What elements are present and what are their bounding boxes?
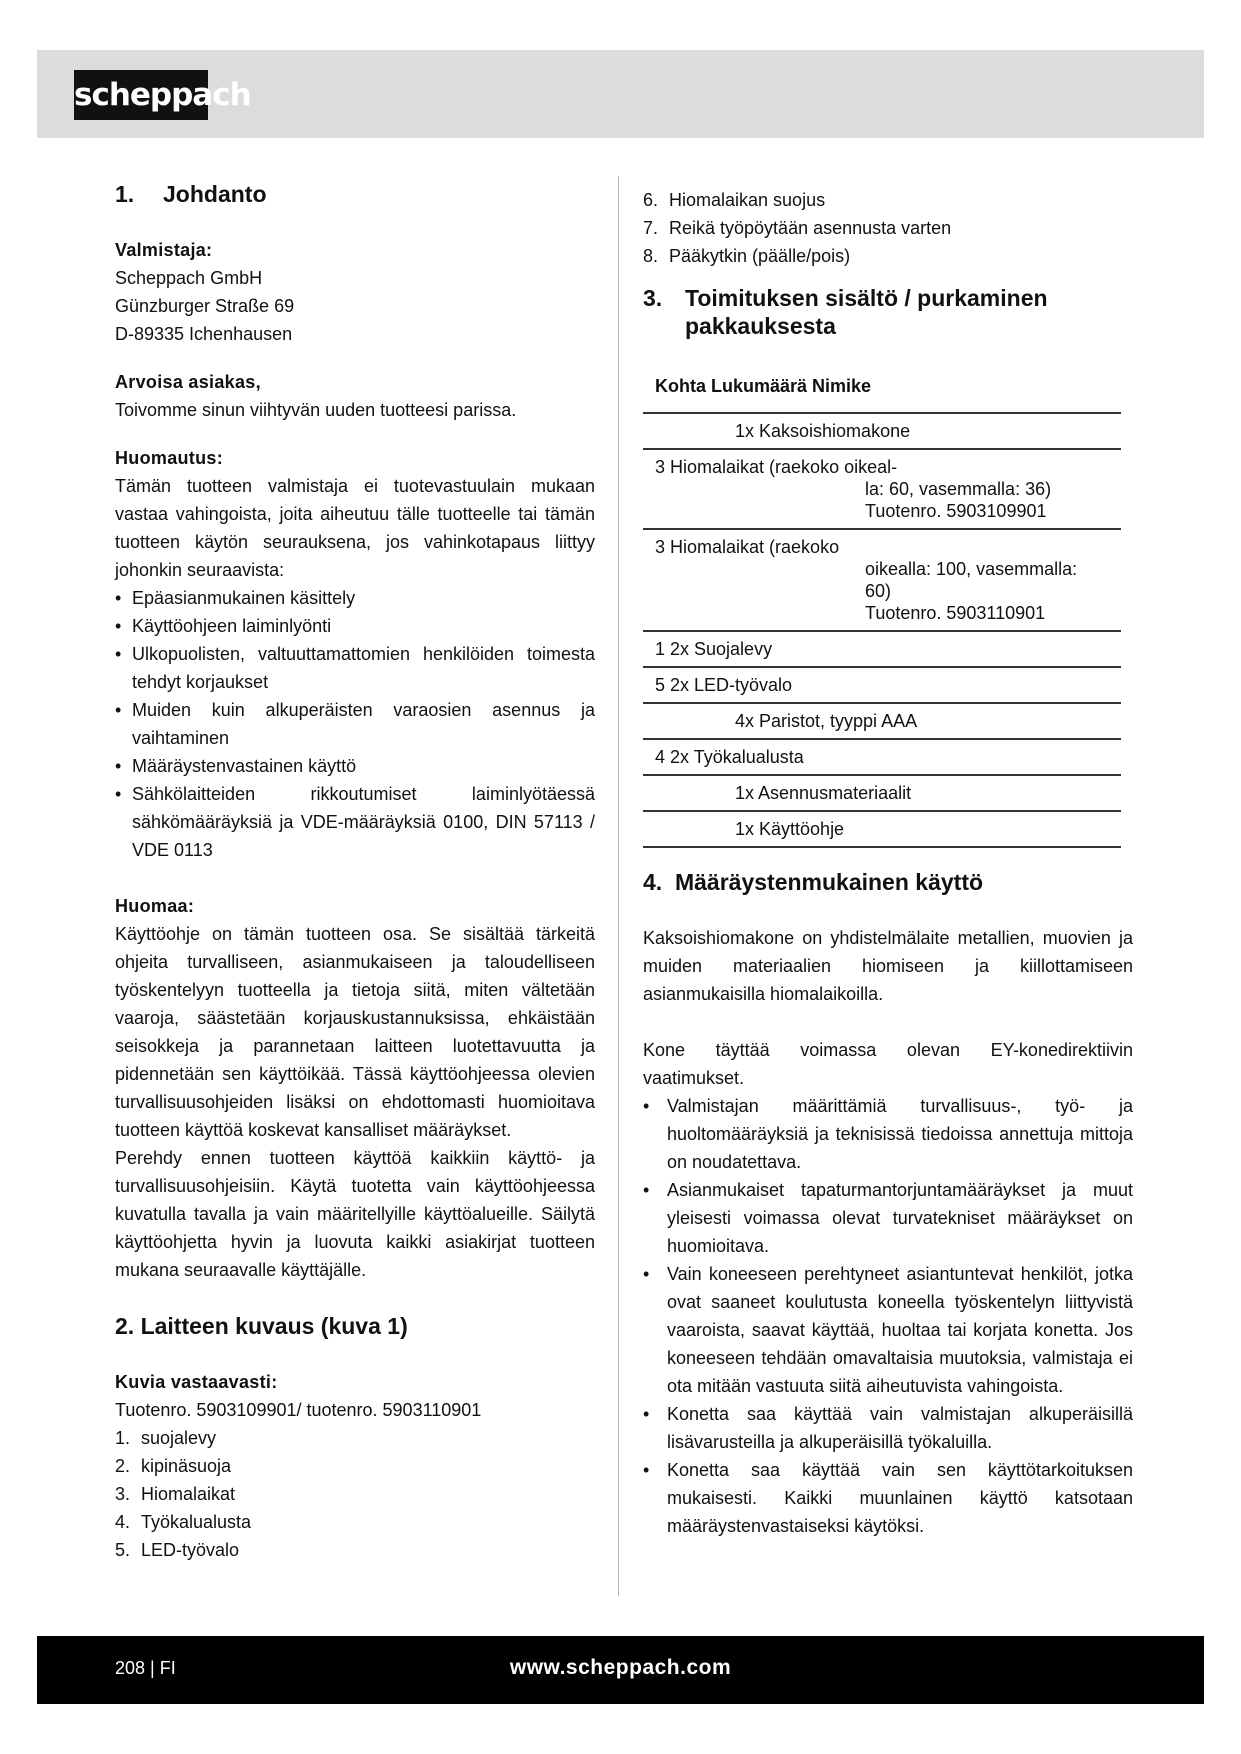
note-text: Käyttöohje on tämän tuotteen osa. Se sisältää tärkeitä ohjeita turvalliseen, asianmukaiseen ja taloudelliseen työskentelyyn tuotteella ja tietoja siitä, miten vältetään vaaroja, säästetään korjauskustannuksissa, ehkäistään seisokkeja ja parannetaan laitteen luotettavuutta ja pidennetään sen käyttöikää. Tässä käyttöohjeessa olevien turvallisuusohjeiden lisäksi on ehdottomasti huomioitava tuotteen käyttöä koskevat kansalliset määräykset. [115,924,595,1140]
delivery-table [643,368,1121,848]
left-column [115,180,595,1564]
list-item: • Muiden kuin alkuperäisten varaosien asennus ja vaihtaminen [115,696,595,752]
right-column [643,186,1133,1540]
list-item: • Epäasianmukainen käsittely [115,584,595,612]
parts-list [115,1424,595,1564]
manufacturer-line: D-89335 Ichenhausen [115,324,293,344]
table-row: 3 Hiomalaikat (raekoko oikealla: 100, vasemmalla: 60) Tuotenro. 5903110901 [643,528,1121,630]
list-item: • Konetta saa käyttää vain sen käyttötarkoituksen mukaisesti. Kaikki muunlainen käyttö katsotaan määräystenvastaiseksi käytöksi. [643,1456,1133,1540]
list-item: 2. kipinäsuoja [115,1456,232,1476]
figure-ref-label: Kuvia vastaavasti: [115,1372,278,1392]
list-item: 7. Reikä työpöytään asennusta varten [643,218,952,238]
list-item: • Sähkölaitteiden rikkoutumiset laiminlyötäessä sähkömääräyksiä ja VDE-määräyksiä 0100, DIN 57113 / VDE 0113 [115,780,595,864]
list-item: • Ulkopuolisten, valtuuttamattomien henkilöiden toimesta tehdyt korjaukset [115,640,595,696]
manufacturer-line: Scheppach GmbH [115,268,263,288]
table-row: 1 2x Suojalevy [643,630,1121,666]
list-item: 3. Hiomalaikat [115,1484,236,1504]
list-item: • Vain koneeseen perehtyneet asiantuntevat henkilöt, jotka ovat saaneet koulutusta koneella työskentelyn liittyvistä vaaroista, saavat käyttää, huoltaa tai korjata konetta. Jos koneeseen tehdään omavaltaisia muutoksia, valmistaja ei ota mitään vastuuta siitä aiheutuvista vahingoista. [643,1260,1133,1400]
section-3-heading: 3. Toimituksen sisältö / purkaminen pakkauksesta [643,285,1048,339]
table-row: 3 Hiomalaikat (raekoko oikeal- la: 60, vasemmalla: 36) Tuotenro. 5903109901 [643,448,1121,528]
list-item: • Konetta saa käyttää vain valmistajan alkuperäisillä lisävarusteilla ja alkuperäisillä työkaluilla. [643,1400,1133,1456]
notice-label: Huomautus: [115,448,223,468]
product-numbers: Tuotenro. 5903109901/ tuotenro. 5903110901 [115,1400,482,1420]
notice-text: Tämän tuotteen valmistaja ei tuotevastuulain mukaan vastaa vahingoista, joita aiheutuu tälle tuotteelle tai tämän tuotteen käytön seurauksena, jos vahinkotapaus liittyy johonkin seuraavista: [115,476,595,580]
table-row: 1x Kaksoishiomakone [643,412,1121,448]
table-row: 1x Asennusmateriaalit [643,774,1121,810]
parts-list-continued [643,186,1133,270]
list-item: • Määräystenvastainen käyttö [115,752,595,780]
footer [37,1636,1204,1704]
directive-text: Kone täyttää voimassa olevan EY-konedirektiivin vaatimukset. [643,1040,1133,1088]
note-text: Perehdy ennen tuotteen käyttöä kaikkiin käyttö- ja turvallisuusohjeisiin. Käytä tuotetta vain käyttöohjeessa kuvatulla tavalla ja vain määritellyille käyttöalueille. Säilytä käyttöohjetta hyvin ja luovuta kaikki asiakirjat tuotteen mukana seuraavalle käyttäjälle. [115,1148,595,1280]
list-item: • Asianmukaiset tapaturmantorjuntamääräykset ja muut yleisesti voimassa olevat turvatekniset määräykset on huomioitava. [643,1176,1133,1260]
table-header: Kohta Lukumäärä Nimike [655,376,872,396]
list-item: • Käyttöohjeen laiminlyönti [115,612,595,640]
list-item: 8. Pääkytkin (päälle/pois) [643,246,851,266]
table-row: 4x Paristot, tyyppi AAA [643,702,1121,738]
manufacturer-label: Valmistaja: [115,240,213,260]
usage-rules-list [643,1092,1133,1540]
website-link[interactable]: www.scheppach.com [509,1656,732,1679]
note-label: Huomaa: [115,896,195,916]
section-2-heading: 2. Laitteen kuvaus (kuva 1) [115,1313,408,1339]
table-row: 5 2x LED-työvalo [643,666,1121,702]
list-item: 6. Hiomalaikan suojus [643,190,826,210]
table-row: 4 2x Työkalualusta [643,738,1121,774]
intended-use-text: Kaksoishiomakone on yhdistelmälaite metallien, muovien ja muiden materiaalien hiomiseen ja kiillottamiseen asianmukaisilla hiomalaikoilla. [643,928,1133,1004]
list-item: 4. Työkalualusta [115,1512,252,1532]
section-4-heading: 4. Määräystenmukainen käyttö [643,869,984,895]
greeting-label: Arvoisa asiakas, [115,372,261,392]
list-item: 1. suojalevy [115,1428,217,1448]
greeting-text: Toivomme sinun viihtyvän uuden tuotteesi parissa. [115,400,517,420]
list-item: 5. LED-työvalo [115,1540,240,1560]
page-number: 208 | FI [115,1658,176,1678]
column-divider [618,176,619,1596]
notice-list [115,584,595,864]
section-1-heading: 1. Johdanto [115,181,267,207]
manufacturer-line: Günzburger Straße 69 [115,296,295,316]
list-item: • Valmistajan määrittämiä turvallisuus-, työ- ja huoltomääräyksiä ja teknisissä tiedoissa annettuja mittoja on noudatettava. [643,1092,1133,1176]
table-row: 1x Käyttöohje [643,810,1121,848]
scheppach-logo: scheppach [74,70,208,120]
